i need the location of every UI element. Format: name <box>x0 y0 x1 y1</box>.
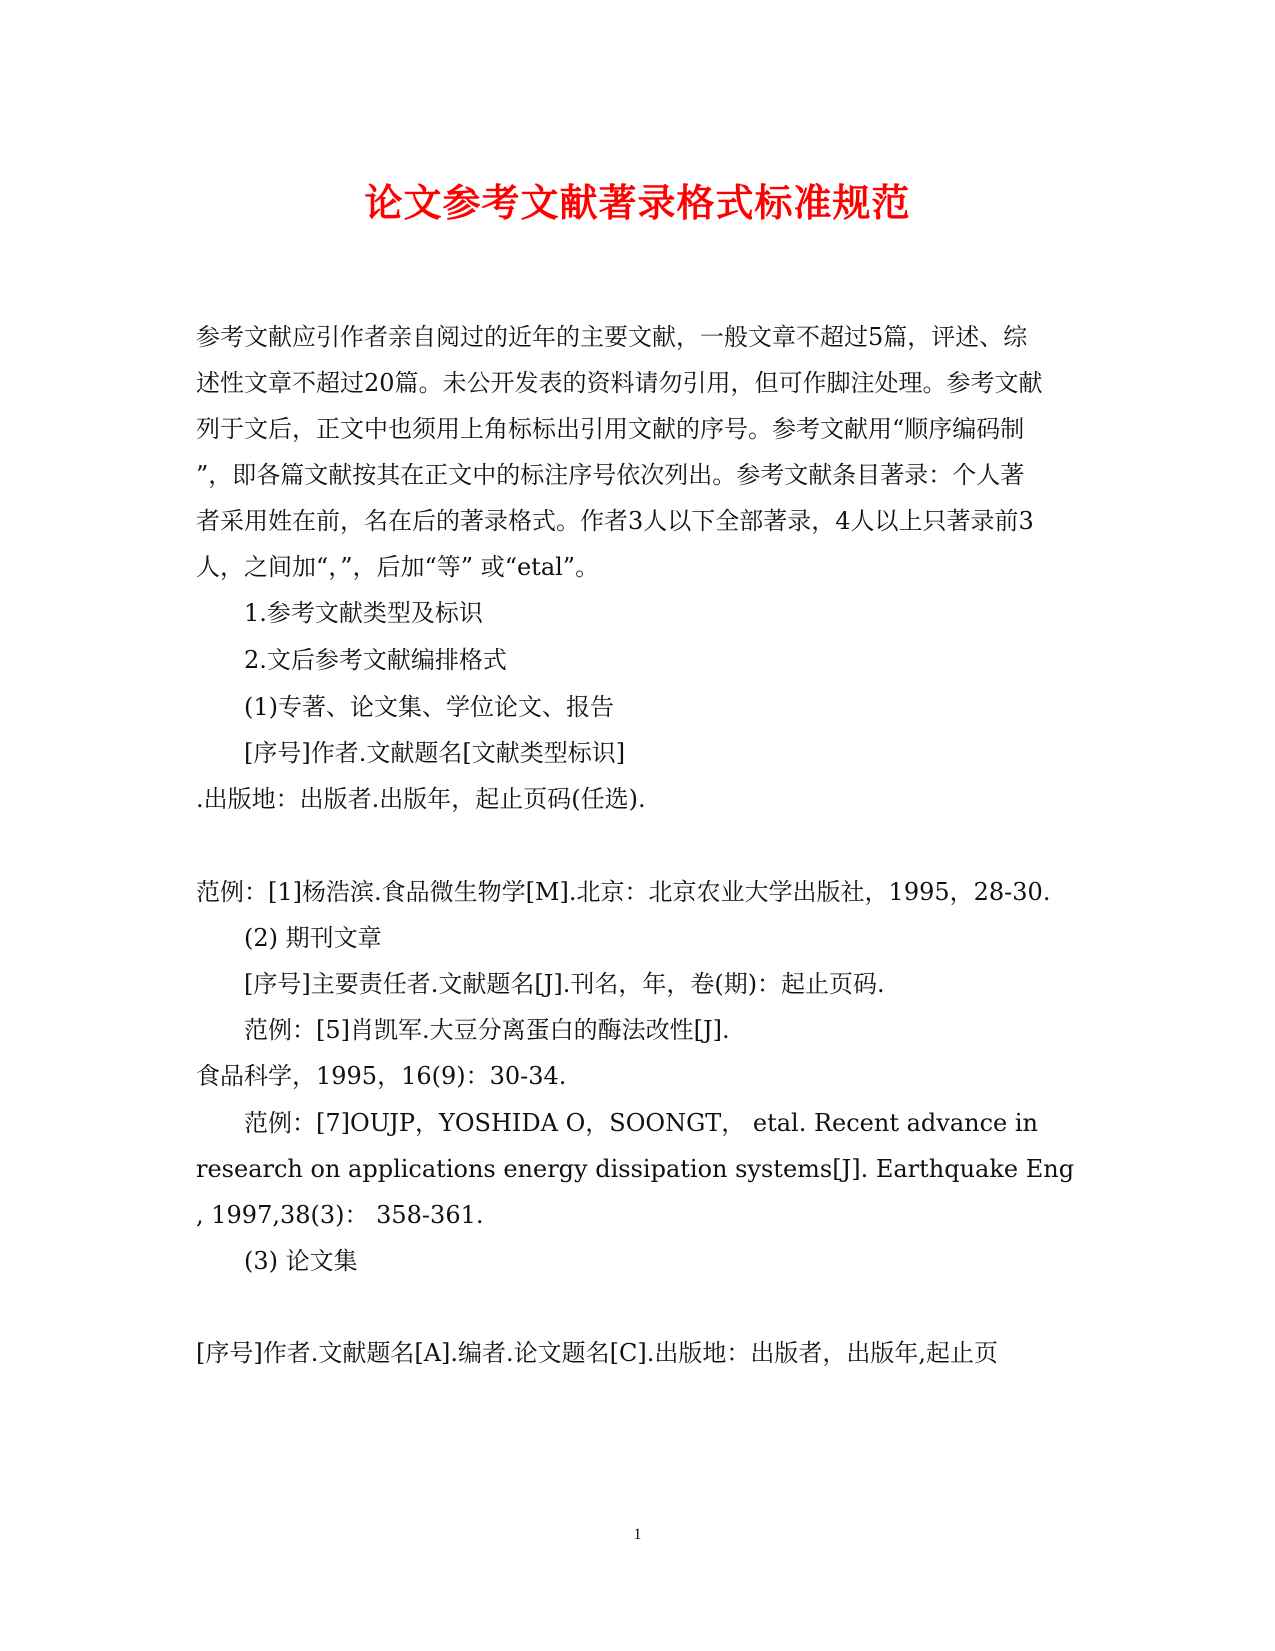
document-title: 论文参考文献著录格式标准规范 <box>364 180 911 225</box>
format-line-1: [序号]作者.文献题名[文献类型标识] <box>244 739 626 767</box>
example-line-1: 范例：[1]杨浩滨.食品微生物学[M].北京：北京农业大学出版社，1995，28-30. <box>196 878 1051 906</box>
section-heading-2: 2.文后参考文献编排格式 <box>244 646 507 674</box>
format-line-3: [序号]主要责任者.文献题名[J].刊名，年，卷(期)：起止页码. <box>244 970 885 998</box>
example-line-4: 范例：[7]OUJP，YOSHIDA O，SOONGT， etal. Recent advance in <box>244 1109 1039 1137</box>
page-number: 1 <box>633 1526 642 1543</box>
example-line-2: 范例：[5]肖凯军.大豆分离蛋白的酶法改性[J]. <box>244 1016 730 1044</box>
format-line-2: .出版地：出版者.出版年，起止页码(任选). <box>196 785 646 813</box>
subsection-heading-1: (1)专著、论文集、学位论文、报告 <box>244 693 614 721</box>
format-line-4: [序号]作者.文献题名[A].编者.论文题名[C].出版地：出版者，出版年,起止页 <box>196 1339 999 1367</box>
example-line-5: research on applications energy dissipation systems[J]. Earthquake Eng <box>196 1155 1075 1183</box>
example-line-3: 食品科学，1995，16(9)：30-34. <box>196 1062 567 1090</box>
subsection-heading-2: (2) 期刊文章 <box>244 924 382 952</box>
example-line-6: , 1997,38(3)： 358-361. <box>196 1201 484 1229</box>
body-line-2: 述性文章不超过20篇。未公开发表的资料请勿引用，但可作脚注处理。参考文献 <box>196 369 1043 397</box>
section-heading-1: 1.参考文献类型及标识 <box>244 599 483 627</box>
body-line-4: ”，即各篇文献按其在正文中的标注序号依次列出。参考文献条目著录：个人著 <box>196 461 1025 489</box>
subsection-heading-3: (3) 论文集 <box>244 1247 358 1275</box>
body-line-5: 者采用姓在前，名在后的著录格式。作者3人以下全部著录，4人以上只著录前3 <box>196 507 1034 535</box>
body-line-3: 列于文后，正文中也须用上角标标出引用文献的序号。参考文献用“顺序编码制 <box>196 415 1025 443</box>
body-line-6: 人，之间加“，”，后加“等” 或“etal”。 <box>196 553 600 581</box>
body-line-1: 参考文献应引作者亲自阅过的近年的主要文献，一般文章不超过5篇，评述、综 <box>196 323 1028 351</box>
